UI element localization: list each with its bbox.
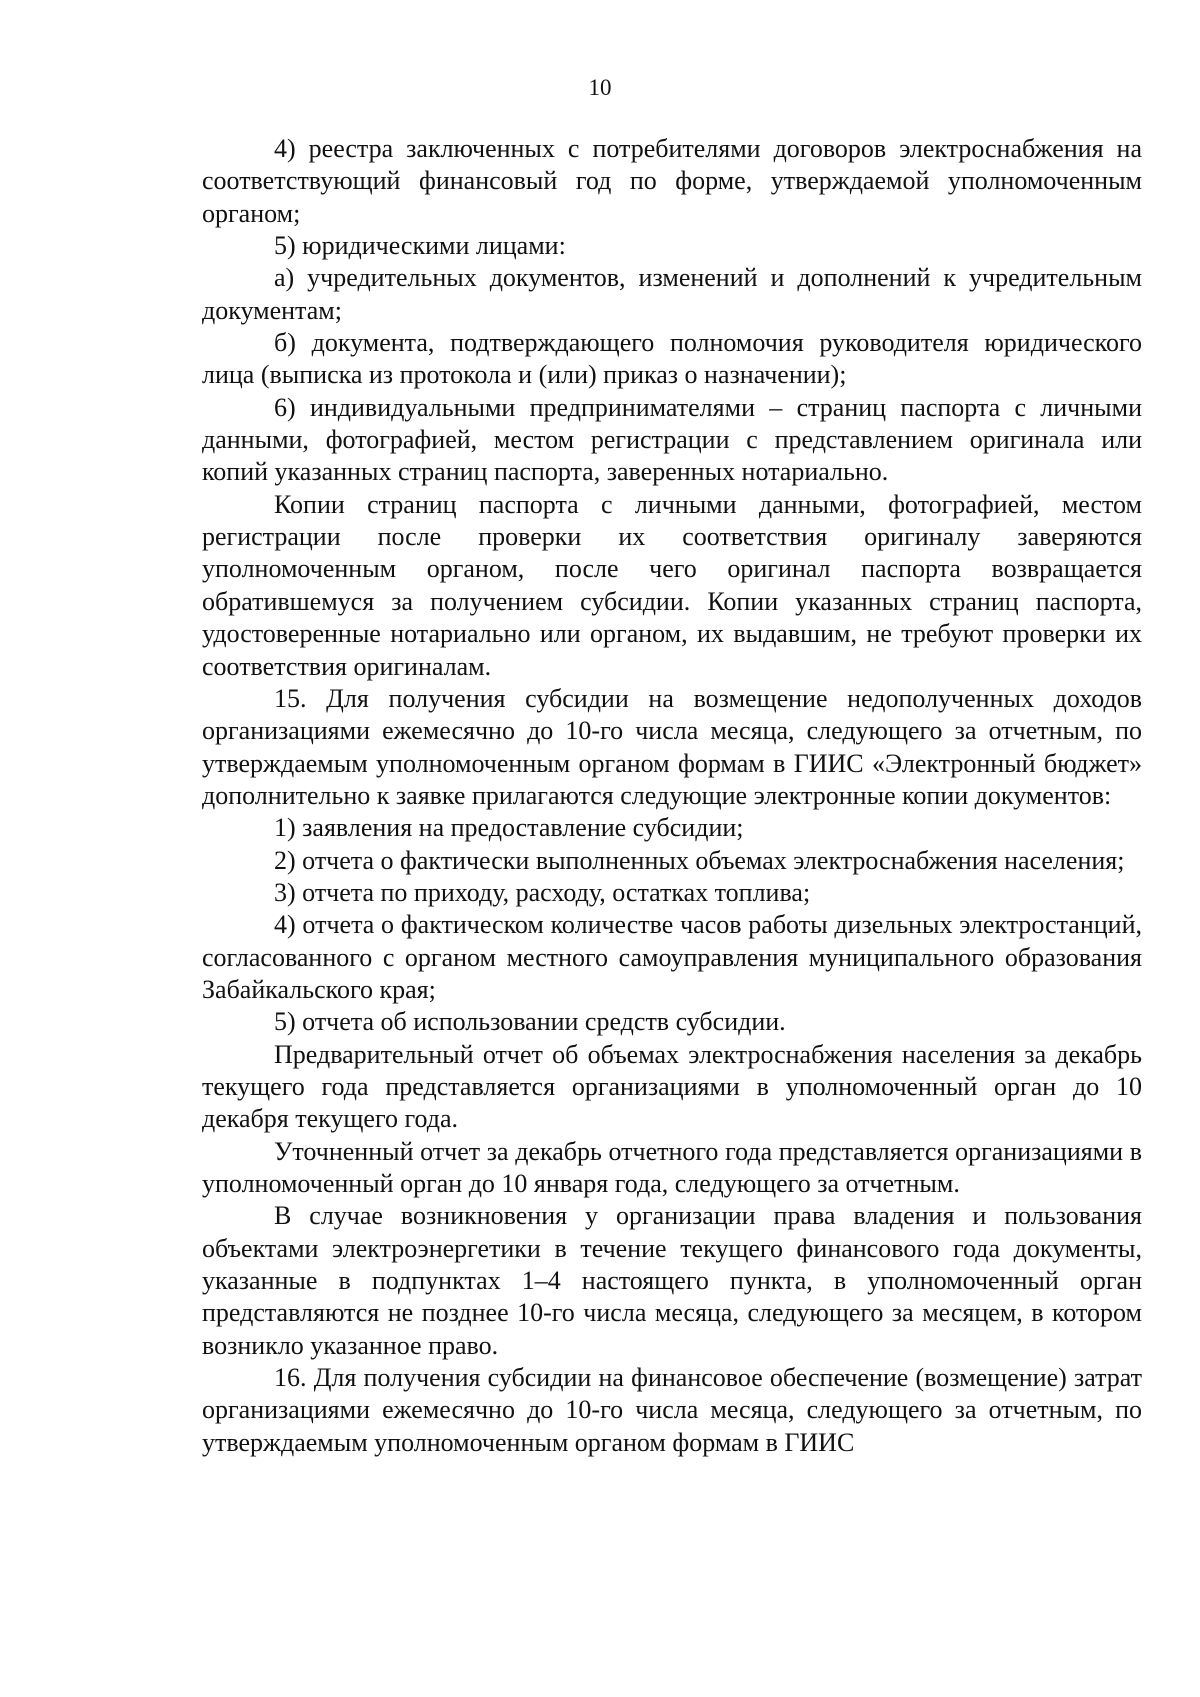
paragraph-section-15: 15. Для получения субсидии на возмещение недополученных доходов организациями ежемесячно до 10-го числа месяца, следующего за отчетным, по утверждаемым уполномоченным органом формам в ГИИС «Электронный бюджет» дополнительно к заявке прилагаются следующие электронные копии документов: [202,683,1142,810]
paragraph-item-4-registry: 4) реестра заключенных с потребителями договоров электроснабжения на соответствующий финансовый год по форме, утверждаемой уполномоченным органом; [202,134,1142,228]
paragraph-15-item-3: 3) отчета по приходу, расходу, остатках топлива; [274,877,811,907]
paragraph-subitem-a: а) учредительных документов, изменений и дополнений к учредительным документам; [202,263,1142,325]
paragraph-15-item-1: 1) заявления на предоставление субсидии; [274,813,744,843]
paragraph-15-item-5: 5) отчета об использовании средств субсидии. [274,1007,786,1037]
paragraph-passport-copies: Копии страниц паспорта с личными данными, фотографией, местом регистрации после проверки их соответствия оригиналу заверяются уполномоченным органом, после чего оригинал паспорта возвращается обратившемуся за получением субсидии. Копии указанных страниц паспорта, удостоверенные нотариально или органом, их выдавшим, не требуют проверки их соответствия оригиналам. [202,489,1142,681]
paragraph-ownership-case: В случае возникновения у организации права владения и пользования объектами электроэнергетики в течение текущего финансового года документы, указанные в подпунктах 1–4 настоящего пункта, в уполномоченный орган представляются не позднее 10-го числа месяца, следующего за месяцем, в котором возникло указанное право. [202,1201,1142,1360]
paragraph-15-item-2: 2) отчета о фактически выполненных объемах электроснабжения населения; [274,845,1125,875]
paragraph-preliminary-report: Предварительный отчет об объемах электроснабжения населения за декабрь текущего года представляется организациями в уполномоченный орган до 10 декабря текущего года. [202,1039,1142,1134]
paragraph-refined-report: Уточненный отчет за декабрь отчетного года представляется организациями в уполномоченный орган до 10 января года, следующего за отчетным. [202,1136,1142,1198]
paragraph-15-item-4: 4) отчета о фактическом количестве часов работы дизельных электростанций, согласованного с органом местного самоуправления муниципального образования Забайкальского края; [202,910,1142,1004]
paragraph-section-16: 16. Для получения субсидии на финансовое обеспечение (возмещение) затрат организациями ежемесячно до 10-го числа месяца, следующего за отчетным, по утверждаемым уполномоченным органом формам в ГИИС [202,1363,1142,1457]
paragraph-subitem-b: б) документа, подтверждающего полномочия руководителя юридического лица (выписка из протокола и (или) приказ о назначении); [202,328,1142,390]
document-body [202,133,1142,1459]
paragraph-item-6-entrepreneurs: 6) индивидуальными предпринимателями – страниц паспорта с личными данными, фотографией, местом регистрации с представлением оригинала или копий указанных страниц паспорта, заверенных нотариально. [202,392,1142,487]
page-number: 10 [588,75,612,100]
paragraph-item-5-legal-entities: 5) юридическими лицами: [274,231,566,261]
